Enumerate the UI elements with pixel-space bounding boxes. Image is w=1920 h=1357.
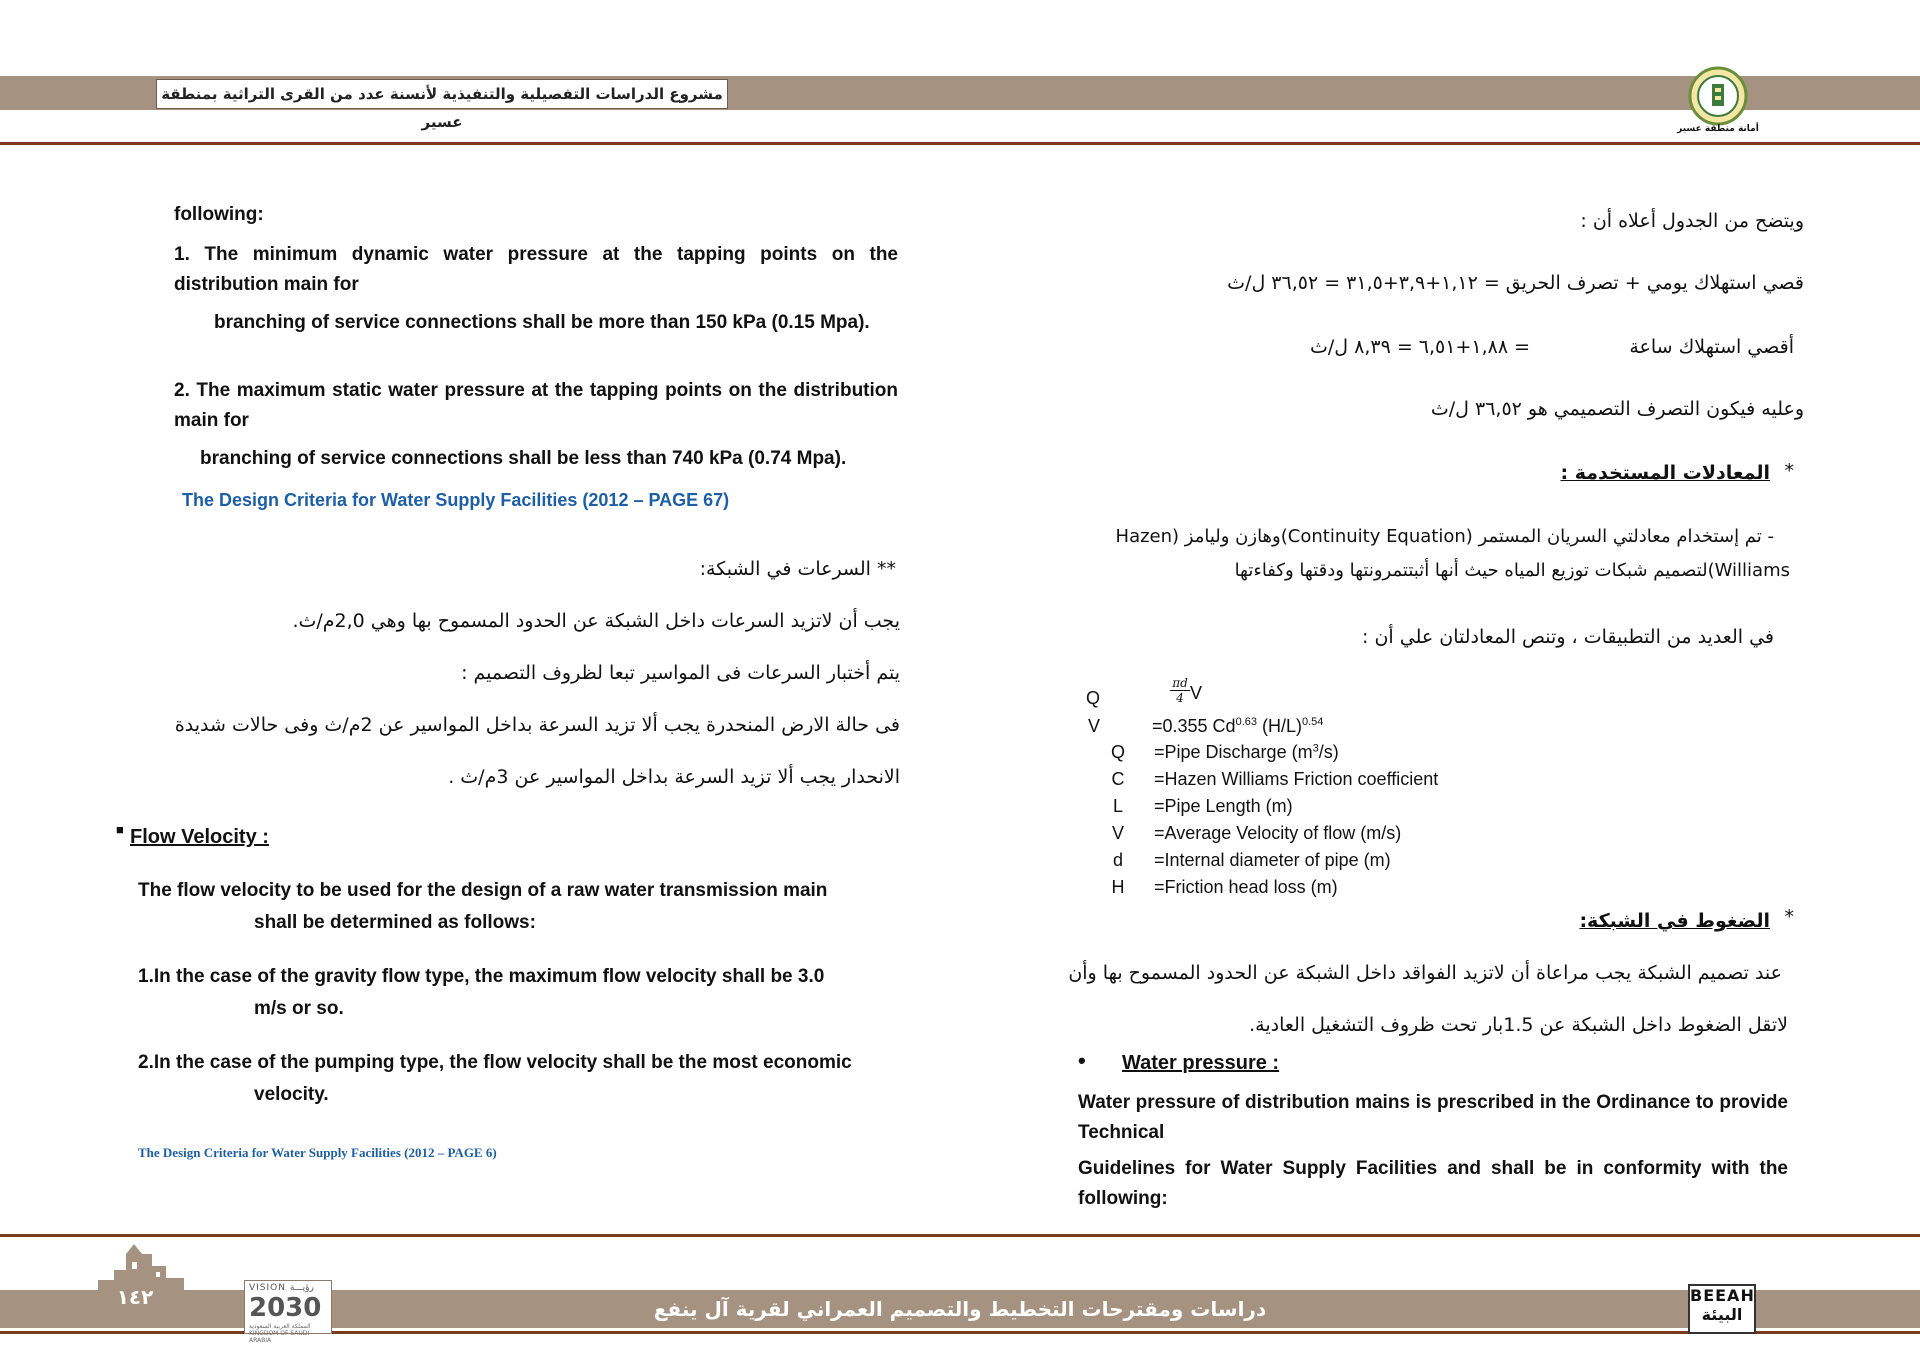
definition-symbol: V [1111,823,1124,843]
definition-symbol: C [1111,769,1125,789]
vision-small-text: VISION رؤيـــة [249,1283,314,1293]
water-pressure-paragraph-1: Water pressure of distribution mains is prescribed in the Ordinance to provide Technical [1078,1092,1788,1143]
equations-heading: المعادلات المستخدمة : [1560,462,1770,484]
formula-fraction [1170,676,1190,705]
max-daily-plus-fire: قصي استهلاك يومي + تصرف الحريق = ١,١٢+٣,٩+٣١,٥ = ٣٦,٥٢ ل/ث [1227,272,1804,294]
header-rule [0,142,1920,145]
definition-tail: /s) [1318,742,1339,762]
velocity-paragraph-3: فى حالة الارض المنحدرة يجب ألا تزيد السرعة بداخل المواسير عن 2م/ث وفى حالات شديدة [174,714,900,736]
definition-row [1082,742,1482,769]
definition-text: =Hazen Williams Friction coefficient [1154,769,1439,789]
definition-text: =Internal diameter of pipe (m) [1154,850,1391,870]
max-hourly-value: = ١,٨٨+٦,٥١ = ٨,٣٩ ل/ث [1310,336,1530,358]
pressure-item-1-b: branching of service connections shall be more than 150 kPa (0.15 Mpa). [214,312,870,333]
definition-text: =Pipe Discharge (m [1154,742,1313,762]
reference-page-6: The Design Criteria for Water Supply Facilities (2012 – PAGE 6) [138,1145,497,1160]
velocity-heading: ** السرعات في الشبكة: [699,558,896,580]
beeah-logo [1688,1284,1756,1334]
formula-hazen-williams [1152,716,1323,737]
design-flow-statement: وعليه فيكون التصرف التصميمي هو ٣٦,٥٢ ل/ث [1430,398,1804,420]
formula-hazen-a: =0.355 Cd [1152,716,1236,736]
definition-row [1082,877,1482,904]
formula-q-symbol: Q [1086,688,1101,708]
formula-hazen-b: (H/L) [1257,716,1302,736]
flow-velocity-paragraph-2b: m/s or so. [254,998,344,1019]
formula-v-symbol: V [1088,716,1101,736]
pressure-item-1-a: 1. The minimum dynamic water pressure at the tapping points on the distribution main for [174,244,898,295]
flow-velocity-heading: Flow Velocity : [130,826,269,848]
pressure-paragraph-2: لاتقل الضغوط داخل الشبكة عن 1.5بار تحت ظروف التشغيل العادية. [1249,1014,1788,1036]
flow-velocity-paragraph-1a: The flow velocity to be used for the design of a raw water transmission main [138,880,828,901]
logo-caption: أمانة منطقة عسير [1677,124,1759,134]
asir-municipality-logo [1688,66,1748,126]
water-pressure-heading: Water pressure : [1122,1052,1280,1074]
formula-exponent-2: 0.54 [1302,716,1324,728]
equations-star: * [1784,460,1794,482]
footer-rule [0,1234,1920,1237]
beeah-english: BEEAH [1690,1286,1755,1305]
definition-text: =Pipe Length (m) [1154,796,1293,816]
definition-text: =Friction head loss (m) [1154,877,1338,897]
water-pressure-paragraph-2: Guidelines for Water Supply Facilities and shall be in conformity with the following: [1078,1158,1788,1209]
pressure-item-2-b: branching of service connections shall be less than 740 kPa (0.74 Mpa). [200,448,847,469]
vision-caption: المملكة العربية السعودية KINGDOM OF SAUDI ARABIA [249,1323,311,1344]
flow-velocity-paragraph-2a: 1.In the case of the gravity flow type, the maximum flow velocity shall be 3.0 [138,966,825,987]
equations-paragraph-1: - تم إستخدام معادلتي السريان المستمر (Continuity Equation)وهازن وليامز (Hazen [1115,526,1774,547]
flow-velocity-paragraph-1b: shall be determined as follows: [254,912,536,933]
project-title: مشروع الدراسات التفصيلية والتنفيذية لأنسنة عدد من القرى التراثية بمنطقة عسير [156,79,728,109]
equations-paragraph-2: Williams)لتصميم شبكات توزيع المياه حيث أنها أثبتتمرونتها ودقتها وكفاءتها [1234,560,1790,581]
flow-velocity-bullet: ■ [116,822,124,837]
vision-year: 2030 [249,1293,322,1323]
vision-2030-logo [244,1280,332,1344]
max-hourly-label: أقصي استهلاك ساعة [1629,336,1794,358]
flow-velocity-paragraph-3b: velocity. [254,1084,329,1105]
pressure-item-2-a: 2. The maximum static water pressure at the tapping points on the distribution main for [174,380,898,431]
velocity-paragraph-4: الانحدار يجب ألا تزيد السرعة بداخل المواسير عن 3م/ث . [448,766,900,788]
formula-definitions [1082,742,1482,904]
pressure-heading: الضغوط في الشبكة: [1579,910,1770,932]
velocity-paragraph-2: يتم أختبار السرعات فى المواسير تبعا لظروف التصميم : [461,662,900,684]
definition-symbol: H [1111,877,1125,897]
pressure-paragraph-1: عند تصميم الشبكة يجب مراعاة أن لاتزيد الفواقد داخل الشبكة عن الحدود المسموح بها وأن [1068,962,1782,984]
formula-denominator: 4 [1176,691,1184,705]
reference-page-67: The Design Criteria for Water Supply Facilities (2012 – PAGE 67) [182,490,730,510]
definition-row [1082,850,1482,877]
definition-text: =Average Velocity of flow (m/s) [1154,823,1402,843]
definition-symbol: Q [1110,742,1125,762]
definition-symbol: d [1112,850,1123,870]
water-pressure-bullet: • [1078,1048,1086,1073]
page-number: ١٤٢ [116,1285,154,1309]
formula-exponent-1: 0.63 [1235,716,1257,728]
definition-symbol: L [1112,796,1123,816]
velocity-paragraph-1: يجب أن لاتزيد السرعات داخل الشبكة عن الحدود المسموح بها وهي 2,0م/ث. [292,610,900,632]
equations-paragraph-3: في العديد من التطبيقات ، وتنص المعادلتان علي أن : [1362,626,1774,648]
definition-row [1082,769,1482,796]
footer-title: دراسات ومقترحات التخطيط والتصميم العمراني لقرية آل ينفع [653,1297,1267,1321]
table-conclusion-intro: ويتضح من الجدول أعلاه أن : [1580,210,1804,232]
flow-velocity-paragraph-3a: 2.In the case of the pumping type, the flow velocity shall be the most economic [138,1052,852,1073]
definition-row [1082,823,1482,850]
definition-superscript: 3 [1312,742,1319,755]
formula-numerator: πd [1170,676,1190,691]
definition-row [1082,796,1482,823]
beeah-arabic: البيئة [1701,1305,1743,1324]
following-label: following: [174,204,264,225]
formula-q-velocity: V [1190,683,1203,703]
pressure-star: * [1784,906,1794,928]
